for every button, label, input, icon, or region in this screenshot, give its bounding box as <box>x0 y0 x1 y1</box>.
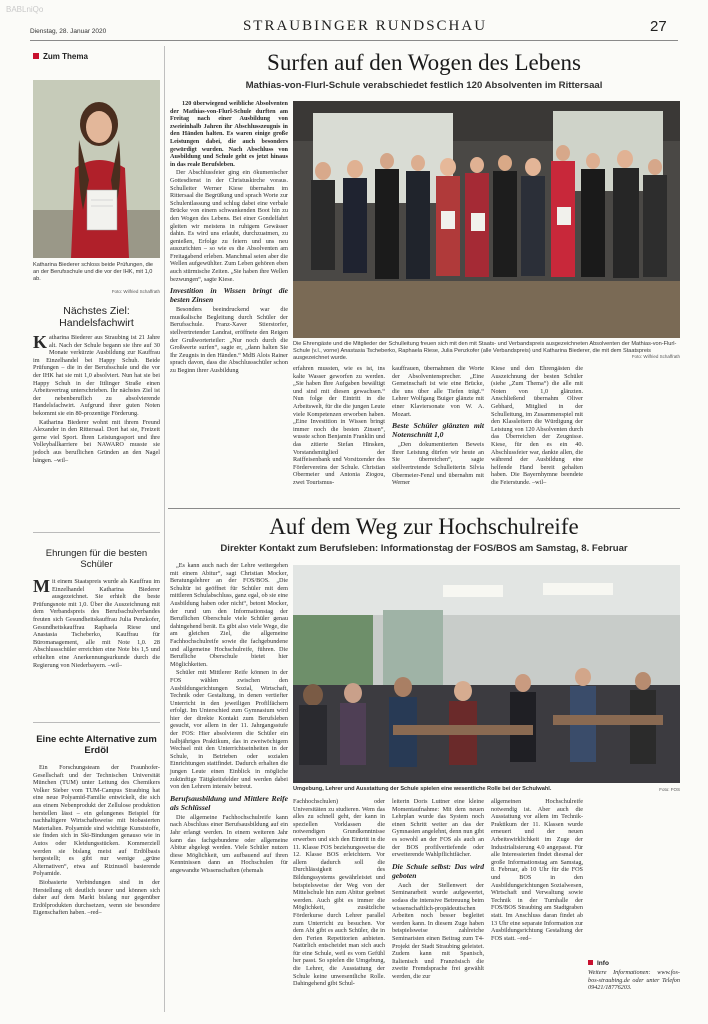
article1-col2: erfahren mussten, wie es ist, ins kalte Wasser geworfen zu werden. „Sie haben Ihre Aufgaben bewältigt und sind mit diesen gewachsen.“ Nun folge der Eintritt in die Arbeitswelt, für die die jungen Leute viele Kompetenzen erworben haben. „Eine Investition in Wissen bringt immer noch die besten Zinsen“, wusste schon Benjamin Franklin und das zitierte Stefan Hinsken, Vorstandsmitglied der Raiffeisenbank und Vorsitzender des Fördervereins der Schule. Christian Obermeier und Antonia Ziogou, zwei Tourismus- <box>293 365 385 486</box>
info-box <box>588 960 680 992</box>
issue-date: Dienstag, 28. Januar 2020 <box>30 28 107 35</box>
classroom-caption: Umgebung, Lehrer und Ausstattung der Schule spielen eine wesentliche Rolle bei der Schulwahl. <box>293 786 552 792</box>
sidebar1-dropcap: K <box>33 332 48 352</box>
ceremony-credit: Foto: Wilfried Schaffrath <box>631 354 680 359</box>
ceremony-caption: Die Ehrengäste und die Mitglieder der Schulleitung freuen sich mit den mit Staats- und Verbandspreis ausgezeichneten Absolventen der Mathias-von-Flurl-Schule (v.l., vorne) Anastasia Tscheberko, Raphaela Riese, Julia Penzkofer (alle Verbandspreis) und Katharina Biederer, die mit dem Staatspreis ausgezeichnet wurde. <box>293 341 677 361</box>
article1-title: Surfen auf den Wogen des Lebens <box>267 50 581 75</box>
portrait-caption: Katharina Biederer schloss beide Prüfungen, die an der Berufsschule und die vor der IHK, mit 1,0 ab. <box>33 262 154 282</box>
article2-col1-text: „Es kann auch nach der Lehre weitergehen mit einem Abitur“, sagt Christian Mocker, Beratungslehrer an der FOS/BOS. „Die Schultür ist geöffnet für Schüler mit dem mittleren Schulabschluss, ganz egal, ob sie eine Ausbildung haben oder nicht“, betont Mocker, der rund um den Informationstag der Beruflichen Oberschule viele Schüler genau dahingehend berät. Es gibt also viele Wege, die am gleichen Ziel, die allgemeine Fachhochschulreife sowie die fachgebundene und allgemeine Hochschulreife, führen. Die Berufliche Oberschule bietet hier Möglichkeiten. <box>170 562 288 668</box>
article1-col1b: Besonders beeindruckend war die musikalische Begleitung durch Schüler der Berufsschule. Franz-Xaver Stierstorfer, stellvertretender Landrat, eröffnete den Reigen der Grußworterteiler: „Nur noch durch die Großwerte surfen“, sagte er, „dann halten Sie Ihr Zeugnis in den Händen.“ MdB Alois Rainer sprach davon, dass die Abschlussschüler schon zu Beginn ihrer Ausbildung <box>170 306 288 374</box>
kicker-marker-icon <box>33 53 39 59</box>
sidebar1-body <box>33 334 160 530</box>
article1-col4-cont <box>588 365 680 505</box>
article2-col3-text: leiterin Doris Luttner eine kleine Momentaufnahme: Mit dem neuen Lehrplan wurde das System noch einen Schritt weiter an das der Gymnasien angelehnt, denn nun gibt es sowohl an der FOS als auch an der BOS profilvertiefende oder erweiterende Wahlpflichtfächer. <box>392 798 484 859</box>
article2-subtitle: Direkter Kontakt zum Berufsleben: Informationstag der FOS/BOS am Samstag, 8. Februar <box>220 543 628 554</box>
sidebar2-dropcap: M <box>33 576 50 596</box>
portrait-photo <box>33 80 160 258</box>
sidebar2-divider <box>33 722 160 723</box>
article1-col4: Kiese und den Ehrengästen die Auszeichnung der besten Schüler (siehe „Zum Thema“) die alle mit Noten von 1,0 glänzten. Anschließend übernahm Oliver Gebhard, Mitglied in der Schulleitung, im Zusammenspiel mit den Klassleitern die Würdigung der Leistung von 120 Absolventen durch das Überreichen der Zeugnisse. Kiese, für den es ein 40. Abschlussfeier war, dankte allen, die während der Ausbildung eine helfende Hand bereit gehalten haben. Die Bayernhymne beendete die Feierstunde. –wil– <box>491 365 583 486</box>
sidebar2-body <box>33 578 160 718</box>
article2-subhead1: Berufsausbildung und Mittlere Reife als Schlüssel <box>170 793 288 812</box>
ceremony-illustration <box>293 101 680 338</box>
info-marker-icon <box>588 960 593 965</box>
article2-col2: Fachhochschulen) oder Universitäten zu studieren. Wem das alles zu schnell geht, der kann in speziellen Vorklassen die notwendigen Grundkenntnisse erwerben und sich den Eintritt in die 11. Klasse FOS beziehungsweise die 12. Klasse BOS erleichtern. Vor allem dadurch soll die Durchlässigkeit des Bildungssystems gewährleistet und beispielsweise der Weg von der Mittelschule hin zum Abitur geebnet werden. Auch gibt es immer die Möglichkeit, zusätzliche Förderkurse durch Lehrer parallel zum Unterricht zu besuchen. Vor dem Abi gibt es auch Schüler, die in den Ferien Repetitorien anbieten. Natürlich entscheidet man sich auch für eine Schule, weil es vom Gefühl her passt. So spielen die Umgebung, die Lehrer, die Ausstattung der Schule keine unwesentliche Rolle. Dahingehend gibt Schul- <box>293 798 385 988</box>
sidebar3-body <box>33 764 160 1012</box>
article2-col4: allgemeinen Hochschulreife notwendig ist. Aber auch die Ausstattung vor allem im Technik-Praktikum der 11. Klassen wurde erneuert und der neuen Arbeitswirklichkeit im Zuge der Industrialisierung 4.0 angepasst. Für alle Interessierten findet diesmal der große Informationstag am Samstag, 8. Februar, ab 10 Uhr für die FOS und BOS in den Ausbildungsrichtungen Sozialwesen, Wirtschaft und Verwaltung sowie Technik in der Turnhalle der FOS/BOS Straubing am Stadtgraben statt. Im Anschluss daran findet ab 13 Uhr eine separate Information zur Ausbildungsrichtung Gestaltung der FOS statt. –red– <box>491 798 583 942</box>
sidebar1-divider <box>33 532 160 533</box>
masthead-rule <box>30 40 678 41</box>
article1-subtitle: Mathias-von-Flurl-Schule verabschiedet festlich 120 Absolventen im Rittersaal <box>245 80 603 91</box>
article2-subhead2: Die Schule selbst: Das wird geboten <box>392 861 484 880</box>
sidebar1-text2: Katharina Biederer wohnt mit ihrem Freund Alexander in den Rittersaal. Dort hat sie, Freizeit gerne viel Sport. Ihren Leistungssport und ihre Volleyballkarriere bei NAWARO musste sie jedoch aus beruflichen Gründen an den Nagel hängen. –wil– <box>33 418 160 464</box>
ceremony-photo <box>293 101 680 338</box>
sidebar1-text: atharina Biederer aus Straubing ist 21 Jahre alt. Nach der Schule begann sie ihre auf 30 Monate verkürzte Ausbildung zur Kauffrau im Einzelhandel bei Happy Schuh. Beide Prüfungen – die in der Berufsschule und die vor der IHK hat sie mit 1,0 absolviert. Nun hat sie bei Happy Schuh in der Ittlinger Straße einen Arbeitsvertrag unterschrieben. Ihr nächstes Ziel ist der nebenberuflich zu absolvierende Handelsfachwirt. Aufgrund ihrer guten Noten bekommt sie ein 80-prozentige Förderung. <box>33 334 160 417</box>
info-text: Weitere Informationen: www.fos-bos-straubing.de oder unter Telefon 09421/18776203. <box>588 969 680 992</box>
sidebar3-text: Ein Forschungsteam der Fraunhofer-Gesellschaft und der Technischen Universität München (TUM) unter Leitung des Chemikers Volker Sieber vom TUM-Campus Straubing hat eine neue Polyamid-Familie entwickelt, die sich aus einem Nebenprodukt der Zellulose produktion herstellen lässt – ein gelungenes Beispiel für nachhaltigere Wirtschaftsweise mit biobasierten Materialien. Polyamide sind wichtige Kunststoffe, sie finden sich in Ski-Bindungen genauso wie in Autos oder Kleidungsstücken. Kommerziell werden sie bislang meist auf Erdölbasis hergestellt; es gibt nur wenige „grüne Alternativen“, etwa auf Rizinusöl basierende Polyamide. <box>33 764 160 878</box>
article2-col1c: Die allgemeine Fachhochschulreife kann nach Abschluss einer Berufsausbildung auf ein Jahr erlangt werden. In einem weiteren Jahr kann das fachgebundene oder allgemeine Abitur abgelegt werden. Viele Schüler nutzen diese Möglichkeit, um aufbauend auf ihren Kenntnissen dann an Hochschulen für angewandte Wissenschaften (ehemals <box>170 813 288 874</box>
article1-subhead1: Investition in Wissen bringt die besten Zinsen <box>170 286 288 305</box>
article2-col3b: Auch der Stellenwert der Seminararbeit wurde aufgewertet, sodass die intensive Betreuung beim wissenschaftlich-propädeutischen Arbeiten noch besser begleitet werden kann. In diesem Zuge haben beispielsweise zahlreiche Seminaristen einen Beitrag zum T4-Projekt der Stadt Straubing geleistet. Zudem kann mit Spanisch, Italienisch und Französisch die zweite Fremdsprache frei gewählt werden, die zur <box>392 881 484 980</box>
article1-col3 <box>392 365 484 505</box>
article1-col3b: „Den dokumentierten Beweis Ihrer Leistung dürfen wir heute an Sie überreichen“, sagte stellvertretende Schulleiterin Silvia Obermeier-Fenzl und übernahm mit Werner <box>392 441 484 487</box>
article1-lead: 120 überwiegend weibliche Absolventen der Mathias-von-Flurl-Schule durften am Freitag nach einer Ausbildung von zweieinhalb Jahren ihr Abschlusszeugnis in den Händen halten. Es waren einige große Leistungen dabei, die auch besonders gewürdigt wurden. Nach Abschluss von Ausbildung und Schule geht es jetzt hinaus in das reale Berufsleben. <box>170 100 288 168</box>
article2-col1 <box>170 562 288 1010</box>
portrait-credit: Foto: Wilfried Schaffrath <box>111 289 160 294</box>
classroom-credit: Foto: FOS <box>659 787 680 792</box>
classroom-illustration <box>293 565 680 783</box>
sidebar1-title: Nächstes Ziel: Handelsfachwirt <box>59 305 134 329</box>
sidebar3-text2: Biobasierte Verbindungen sind in der Herstellung oft deutlich teurer und können sich daher auf dem Markt bislang nur gegenüber Erdölprodukten durchsetzen, wenn sie besondere Eigenschaften haben. –red– <box>33 878 160 917</box>
article1-col3-text: kauffrauen, übernahmen die Worte der Absolventensprecher. „Eine Gemeinschaft ist wie eine Brücke, die uns über alle Tiefen trägt.“ Lehrer Wolfgang Buiger glänzte mit einer Klaviersonate von W. A. Mozart. <box>392 365 484 418</box>
article1-subhead2: Beste Schüler glänzten mit Notenschnitt 1,0 <box>392 421 484 440</box>
sidebar-column-rule <box>164 46 165 1012</box>
article2-title: Auf dem Weg zur Hochschulreife <box>269 514 579 539</box>
sidebar3-title: Eine echte Alternative zum Erdöl <box>36 734 157 756</box>
watermark: BABLniQo <box>6 5 44 14</box>
article-divider <box>168 508 680 509</box>
article2-col1b: Schüler mit Mittlerer Reife können in der FOS wählen zwischen den Ausbildungsrichtungen Sozial, Wirtschaft, Technik oder Gestaltung, in denen vertiefter Unterricht in den jeweiligen Profilfächern erfolgt. Im Unterschied zum Gymnasium wird hier der direkte Kontakt zum Berufsleben gesucht, vor allem in der 11. Jahrgangsstufe der FOS: Hier absolvieren die Schüler ein halbjähriges Praktikum, das in zweiwöchigem Wechsel mit den Unterrichtseinheiten in der Schule, in Betrieben oder sozialen Einrichtungen stattfindet. Dadurch erhalten die jungen Leute einen Einblick in mögliche zukünftige Tätigkeitsfelder und werden dabei von den Lehrern intensiv betreut. <box>170 669 288 791</box>
article1-col1: Der Abschlussfeier ging ein ökumenischer Gottesdienst in der Christuskirche voraus. Schulleiter Werner Kiese übernahm im Rittersaal die Begrüßung und sprach Worte zur Schulentlassung und schlug dabei eine verbale Brücke von einem schwankenden Boot hin zu den Wogen des Lebens. Bei einer Gondelfahrt gleiten wir meistens in ruhigem Gewässer dahin. Es wird uns erlaubt, durchzuatmen, zu genießen, Erfolge zu feiern und uns neu auszurichten – so wie es die Absolventen am Freitagabend erleben. Manchmal seien aber die Wellen aufgewühlter. Zum Leben gehören eben auch stürmische Zeiten. „Sie haben ihre Wellen bezwungen“, sagte Kiese. <box>170 169 288 283</box>
article2-col3 <box>392 798 484 1012</box>
page-number: 27 <box>650 18 667 35</box>
article1-lead-column <box>170 100 288 374</box>
kicker-zum-thema: Zum Thema <box>33 52 88 61</box>
info-label: Info <box>588 960 680 967</box>
classroom-photo <box>293 565 680 783</box>
sidebar2-text: it einem Staatspreis wurde als Kauffrau im Einzelhandel Katharina Biederer ausgezeichnet. Sie erhielt die beste Prüfungsnote mit 1,0. Über die Auszeichnung mit dem Verbandspreis des Berufsschulverbandes freuten sich Gesundheitskauffrau Julia Penzkofer, Gesundheitskauffrau Raphaela Riese und Anastasia Tscheberko, Kauffrau für Büromanagement, alle mit Note 1,0. 28 Abschlussschüler erreichten eine Note bis 1,5 und erhielten eine Anerkennungsurkunde durch die Regierung von Niederbayern. –wil– <box>33 578 160 669</box>
sidebar2-title: Ehrungen für die besten Schüler <box>45 548 148 570</box>
paper-name: STRAUBINGER RUNDSCHAU <box>242 18 488 34</box>
portrait-illustration <box>33 80 160 258</box>
